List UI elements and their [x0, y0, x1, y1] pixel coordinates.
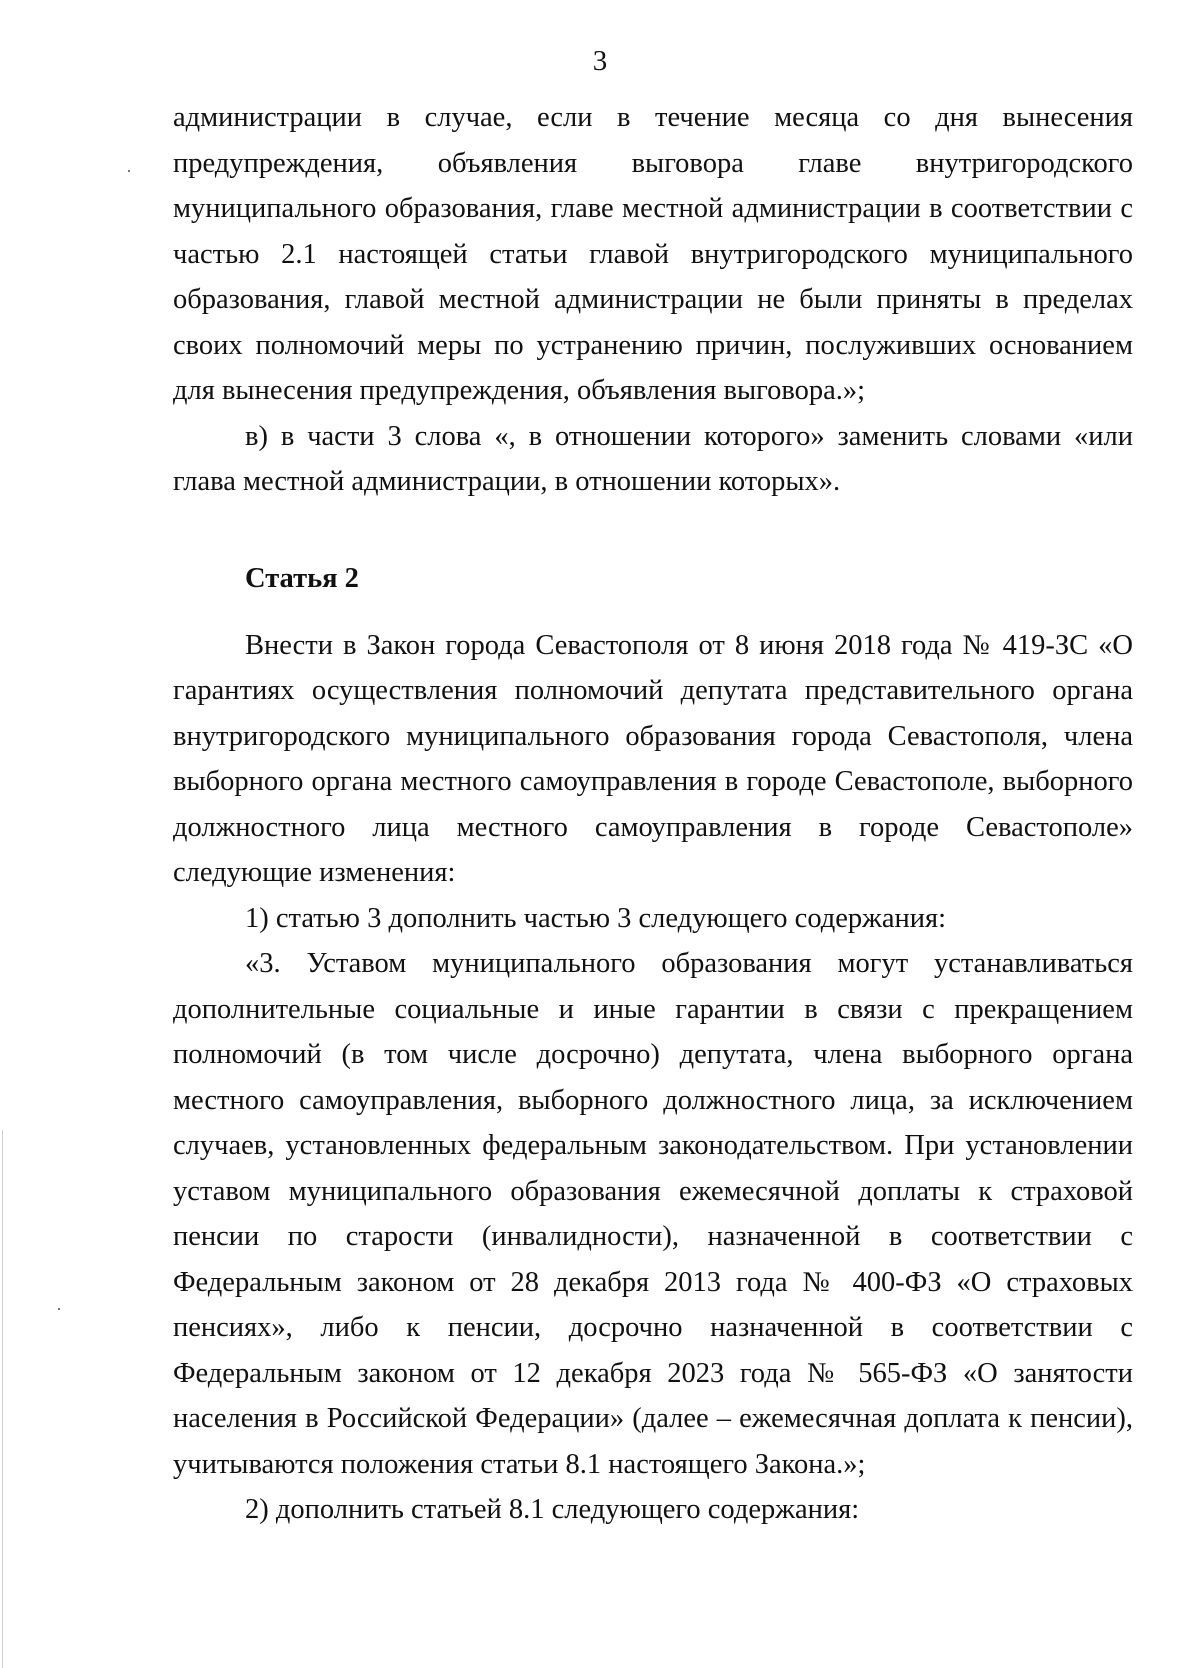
paragraph-item-1: 1) статью 3 дополнить частью 3 следующего содержания: [245, 902, 947, 934]
article-heading: Статья 2 [245, 562, 359, 594]
scan-edge-line [2, 1130, 3, 1668]
scan-speck [58, 1308, 60, 1310]
paragraph-continuation: администрации в случае, если в течение месяца со дня вынесения предупреждения, объявления выговора главе внутригородского муниципального образования, главе местной администрации в соответствии с частью 2.1 настоящей статьи главой внутригородского муниципального образования, главой местной администрации не были приняты в пределах своих полномочий меры по устранению причин, послуживших основанием для вынесения предупреждения, объявления выговора.»; [173, 102, 1133, 406]
scan-speck [128, 170, 130, 172]
document-body [173, 95, 1133, 1533]
page-number: 3 [592, 45, 608, 77]
paragraph-amendment-v: в) в части 3 слова «, в отношении которого» заменить словами «или глава местной администрации, в отношении которых». [173, 420, 1133, 497]
paragraph-part-3-text: «3. Уставом муниципального образования могут устанавливаться дополнительные социальные и иные гарантии в связи с прекращением полномочий (в том числе досрочно) депутата, члена выборного органа местного самоуправления, выборного должностного лица, за исключением случаев, установленных федеральным законодательством. При установлении уставом муниципального образования ежемесячной доплаты к страховой пенсии по старости (инвалидности), назначенной в соответствии с Федеральным законом от 28 декабря 2013 года № 400-ФЗ «О страховых пенсиях», либо к пенсии, досрочно назначенной в соответствии с Федеральным законом от 12 декабря 2023 года № 565-ФЗ «О занятости населения в Российской Федерации» (далее – ежемесячная доплата к пенсии), учитываются положения статьи 8.1 настоящего Закона.»; [173, 948, 1133, 1480]
paragraph-item-2: 2) дополнить статьей 8.1 следующего содержания: [245, 1494, 860, 1525]
paragraph-article-intro: Внести в Закон города Севастополя от 8 июня 2018 года № 419-ЗС «О гарантиях осуществления полномочий депутата представительного органа внутригородского муниципального образования города Севастополя, члена выборного органа местного самоуправления в городе Севастополе, выборного должностного лица местного самоуправления в городе Севастополе» следующие изменения: [173, 629, 1133, 888]
